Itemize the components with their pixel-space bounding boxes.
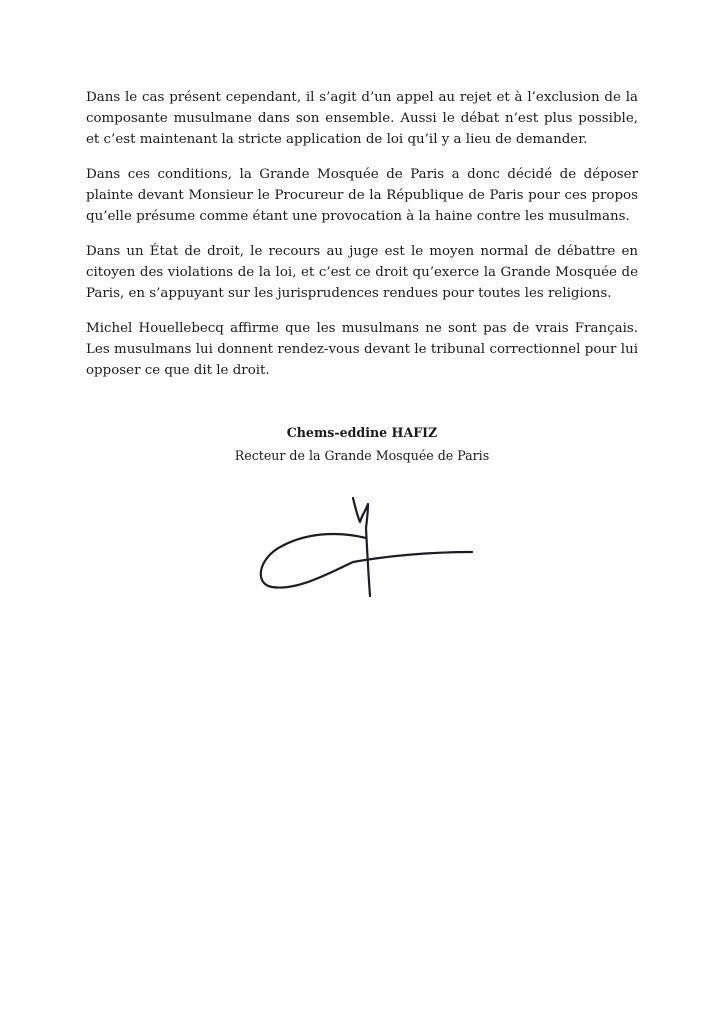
paragraph-2: Dans ces conditions, la Grande Mosquée de Paris a donc décidé de déposer plainte devant Monsieur le Procureur de la République de Paris pour ces propos qu’elle présume comme étant une provocation à la haine contre les musulmans. <box>86 167 638 224</box>
handwritten-signature <box>250 488 480 603</box>
paragraph-4: Michel Houellebecq affirme que les musulmans ne sont pas de vrais Français. Les musulmans lui donnent rendez-vous devant le tribunal correctionnel pour lui opposer ce que dit le droit. <box>86 321 638 378</box>
signature-block <box>200 423 524 466</box>
letter-body <box>86 87 638 395</box>
signatory-name: Chems-eddine HAFIZ <box>286 425 438 440</box>
paragraph-1: Dans le cas présent cependant, il s’agit d’un appel au rejet et à l’exclusion de la composante musulmane dans son ensemble. Aussi le débat n’est plus possible, et c’est maintenant la stricte application de loi qu’il y a lieu de demander. <box>86 90 638 147</box>
paragraph-3: Dans un État de droit, le recours au juge est le moyen normal de débattre en citoyen des violations de la loi, et c’est ce droit qu’exerce la Grande Mosquée de Paris, en s’appuyant sur les jurisprudences rendues pour toutes les religions. <box>86 244 638 301</box>
signatory-title: Recteur de la Grande Mosquée de Paris <box>234 448 490 463</box>
